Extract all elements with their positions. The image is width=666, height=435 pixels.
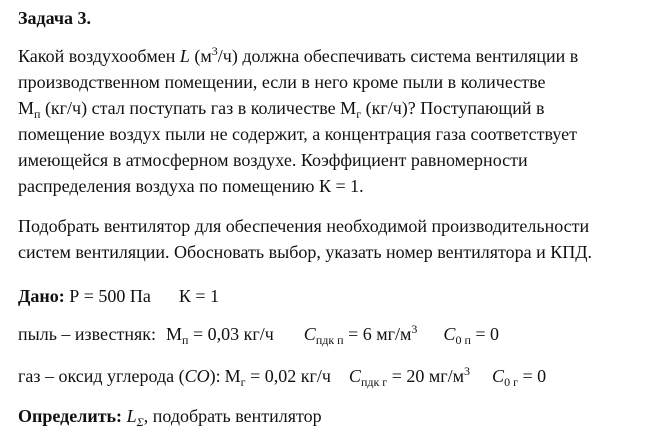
variable-L: L bbox=[179, 46, 190, 66]
dust-mpc-subscript: пдк п bbox=[315, 333, 344, 347]
paragraph-line-3 bbox=[18, 96, 545, 120]
determine-variable: L bbox=[126, 406, 137, 426]
paragraph-line-5: имеющейся в атмосферном воздухе. Коэффициент равномерности bbox=[18, 150, 528, 170]
dust-label: пыль – известняк: bbox=[18, 324, 157, 344]
gas-mpc-subscript: пдк г bbox=[360, 375, 388, 389]
gas-formula: СО bbox=[184, 366, 210, 386]
unit-superscript: 3 bbox=[211, 44, 218, 58]
given-coefficient: К = 1 bbox=[178, 286, 220, 306]
text-fragment: должна обеспечивать система вентиляции в bbox=[237, 46, 579, 66]
determine-label: Определить: bbox=[18, 406, 123, 426]
text-fragment: (кг/ч) стал поступать газ в количестве bbox=[40, 98, 341, 118]
variable-Mg: М bbox=[340, 98, 357, 118]
dust-mpc-value: = 6 мг/м bbox=[343, 324, 412, 344]
dust-mass-subscript: п bbox=[182, 333, 189, 347]
dust-mpc-superscript: 3 bbox=[411, 322, 418, 336]
dust-mpc-symbol: С bbox=[303, 324, 316, 344]
dust-line bbox=[18, 322, 499, 346]
dust-c0-value: = 0 bbox=[470, 324, 500, 344]
paragraph2-line-1: Подобрать вентилятор для обеспечения необходимой производительности bbox=[18, 216, 590, 236]
gas-label-pre: газ – оксид углерода ( bbox=[18, 366, 185, 386]
text-fragment: Какой воздухообмен bbox=[18, 46, 180, 66]
variable-Mg-subscript: г bbox=[356, 107, 362, 121]
gas-mass-value: = 0,02 кг/ч bbox=[245, 366, 331, 386]
unit-open: (м bbox=[189, 46, 212, 66]
paragraph-line-6: распределения воздуха по помещению К = 1. bbox=[18, 176, 364, 196]
gas-mpc-value: = 20 мг/м bbox=[387, 366, 465, 386]
task-title: Задача 3. bbox=[18, 8, 92, 28]
gas-label-post: ): bbox=[209, 366, 221, 386]
gas-c0-symbol: С bbox=[492, 366, 505, 386]
determine-text: , подобрать вентилятор bbox=[143, 406, 322, 426]
variable-Mp: М bbox=[18, 98, 35, 118]
gas-mpc-superscript: 3 bbox=[464, 364, 471, 378]
gas-mpc-symbol: С bbox=[348, 366, 361, 386]
given-line bbox=[18, 284, 219, 308]
paragraph-line-2: производственном помещении, если в него кроме пыли в количестве bbox=[18, 72, 546, 92]
text-fragment: (кг/ч)? Поступающий в bbox=[361, 98, 545, 118]
dust-c0-symbol: С bbox=[443, 324, 456, 344]
gas-c0-value: = 0 bbox=[517, 366, 547, 386]
given-label: Дано: bbox=[18, 286, 65, 306]
paragraph-line-1 bbox=[18, 44, 578, 68]
gas-mass-symbol: М bbox=[224, 366, 241, 386]
variable-Mp-subscript: п bbox=[34, 107, 41, 121]
dust-c0-subscript: 0 п bbox=[455, 333, 471, 347]
dust-mass-value: = 0,03 кг/ч bbox=[188, 324, 274, 344]
unit-close: /ч) bbox=[217, 46, 238, 66]
gas-line bbox=[18, 364, 546, 388]
gas-c0-subscript: 0 г bbox=[504, 375, 518, 389]
given-pressure: Р = 500 Па bbox=[69, 286, 151, 306]
paragraph-line-4: помещение воздух пыли не содержит, а концентрация газа соответствует bbox=[18, 124, 578, 144]
paragraph2-line-2: систем вентиляции. Обосновать выбор, указать номер вентилятора и КПД. bbox=[18, 242, 593, 262]
determine-variable-subscript: Σ bbox=[136, 415, 144, 429]
gas-mass-subscript: г bbox=[240, 375, 246, 389]
dust-mass-symbol: М bbox=[166, 324, 183, 344]
determine-line bbox=[18, 404, 322, 428]
